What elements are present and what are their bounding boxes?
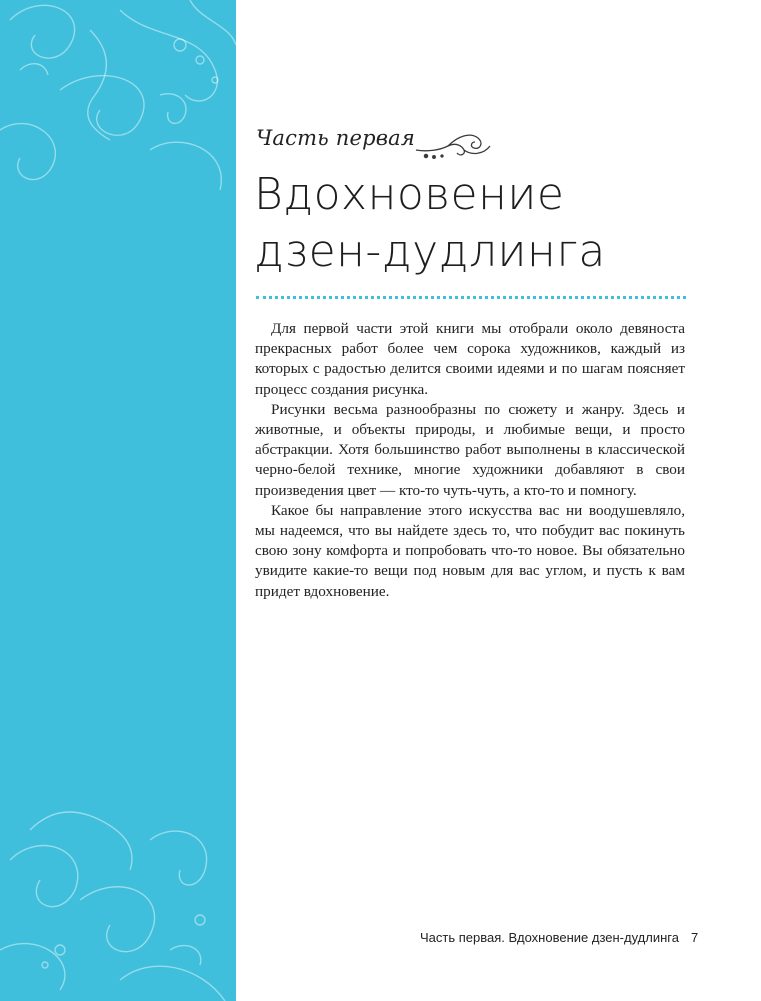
flourish-ornament-icon	[414, 128, 494, 162]
chapter-title	[254, 166, 734, 280]
page-footer	[420, 930, 699, 945]
ornament-swirls	[0, 0, 236, 1001]
paragraph: Какое бы направление этого искусства вас ни воодушевляло, мы надеемся, что вы найдете здесь то, что побудит вас покинуть свою зону комфорта и попробовать что-то новое. Вы обязательно увидите какие-то вещи под новым для вас углом, и пусть к вам придет вдохновение.	[255, 501, 685, 600]
chapter-title-line: Вдохновение	[254, 169, 565, 220]
chapter-title-line: дзен-дудлинга	[254, 226, 606, 277]
section-label: Часть первая	[256, 126, 415, 150]
dotted-divider	[256, 296, 686, 299]
paragraph: Для первой части этой книги мы отобрали около девяноста прекрасных работ более чем сорока художников, каждый из которых с радостью делится своими идеями и по шагам поясняет процесс создания рисунка.	[255, 320, 685, 398]
running-title: Часть первая. Вдохновение дзен-дудлинга	[420, 930, 679, 945]
body-text	[255, 319, 685, 602]
page-number: 7	[690, 930, 699, 945]
paragraph: Рисунки весьма разнообразны по сюжету и жанру. Здесь и животные, и объекты природы, и любимые вещи, и просто абстракции. Хотя большинство работ выполнены в классической черно-белой технике, многие художники добавляют в свои произведения цвет — кто-то чуть-чуть, а кто-то и помногу.	[255, 400, 685, 499]
decorative-side-band	[0, 0, 236, 1001]
